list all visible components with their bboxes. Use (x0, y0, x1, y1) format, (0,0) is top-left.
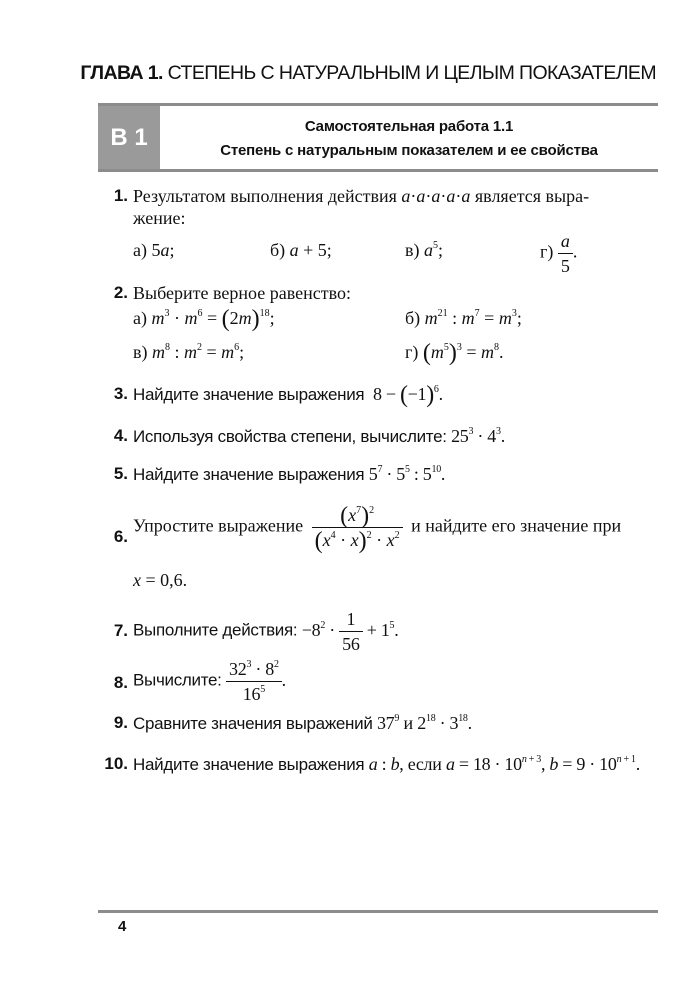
task-number: 1. (113, 186, 128, 205)
task-1-option-b: б) a + 5; (270, 240, 332, 260)
task-text: Выполните действия: $-8^2$ · $\frac{1}{56}$ + $1^5$. (133, 609, 399, 654)
task-2-option-b: б) $m^{21}$ : $m^7 = m^3$; (405, 308, 522, 328)
chapter-title: СТЕПЕНЬ С НАТУРАЛЬНЫМ И ЦЕЛЫМ ПОКАЗАТЕЛЕМ (167, 62, 656, 84)
task-number: 9. (113, 713, 128, 732)
task-2-option-d: г) $(m^5)^3 = m^8$. (405, 340, 504, 366)
task-number: 8. (113, 673, 128, 692)
task-1-expression: a·a·a·a·a (401, 186, 471, 206)
task-6-fraction: $\frac{(x^7)^2}{(x^4 \cdot x)^2 \cdot x^2}$ (312, 506, 403, 549)
task-number: 7. (113, 621, 128, 640)
task-6-value: x = 0,6. (133, 570, 188, 590)
work-title-block (160, 115, 658, 163)
task-text: Найдите значение выражения $5^7 \cdot 5^5$ : $5^{10}$. (133, 464, 446, 484)
footer-rule (98, 910, 658, 913)
task-number: 10. (104, 754, 128, 773)
task-7-expression: $-8^2$ · $\frac{1}{56}$ + $1^5$. (301, 609, 399, 654)
task-9-expression-1: $37^9$ (376, 713, 400, 733)
work-title: Самостоятельная работа 1.1 (304, 118, 514, 135)
task-text: Найдите значение выражения $8 - (-1)^6$. (133, 382, 443, 408)
task-8-expression: $\frac{32^3 \cdot 8^2}{16^5}$ . (226, 670, 286, 690)
task-2-option-a: а) $m^3 \cdot m^6 = (2m)^{18}$; (133, 306, 275, 332)
chapter-heading (0, 62, 656, 85)
task-10-ratio: a : b (368, 754, 400, 774)
page-number: 4 (118, 918, 127, 935)
task-text: Сравните значения выражений $37^9$ и $2^{18} \cdot 3^{18}$. (133, 713, 472, 733)
task-number: 6. (113, 527, 128, 546)
task-number: 3. (113, 384, 128, 403)
task-3-expression: $8 - (-1)^6$. (368, 382, 443, 408)
task-text: Упростите выражение $\frac{(x^7)^2}{(x^4 \cdot x)^2 \cdot x^2}$ и найдите его значение при (133, 503, 622, 554)
task-text: Вычислите: $\frac{32^3 \cdot 8^2}{16^5}$ . (133, 659, 286, 704)
task-4-expression: $25^3 \cdot 4^3$. (451, 426, 505, 446)
task-text: Найдите значение выражения a : b, если $a = 18 \cdot 10^{n + 3}$, $b = 9 \cdot 10^{n + 1}$. (133, 754, 640, 774)
task-5-expression: $5^7 \cdot 5^5$ : $5^{10}$. (368, 464, 446, 484)
chapter-prefix: ГЛАВА 1. (80, 62, 163, 84)
task-text: Используя свойства степени, вычислите: $25^3 \cdot 4^3$. (133, 426, 505, 446)
work-header (98, 103, 658, 172)
task-2-option-c: в) $m^8$ : $m^2 = m^6$; (133, 342, 245, 362)
task-1-option-c: в) $a^5$; (405, 240, 444, 260)
work-subtitle: Степень с натуральным показателем и ее свойства (220, 142, 598, 159)
task-number: 4. (113, 426, 128, 445)
variant-badge: В 1 (98, 106, 160, 169)
task-number: 5. (113, 464, 128, 483)
task-9-expression-2: $2^{18} \cdot 3^{18}$. (417, 713, 472, 733)
task-text: Результатом выполнения действия a·a·a·a·a является выра- жение: (133, 186, 590, 228)
task-1-option-d: г) $\frac{a}{5}$ . (540, 231, 578, 276)
task-number: 2. (113, 283, 128, 302)
task-text: Выберите верное равенство: (133, 283, 351, 303)
task-10-condition: $a = 18 \cdot 10^{n + 3}$, $b = 9 \cdot 10^{n + 1}$. (445, 754, 640, 774)
task-1-option-a: а) 5a; (133, 240, 175, 260)
